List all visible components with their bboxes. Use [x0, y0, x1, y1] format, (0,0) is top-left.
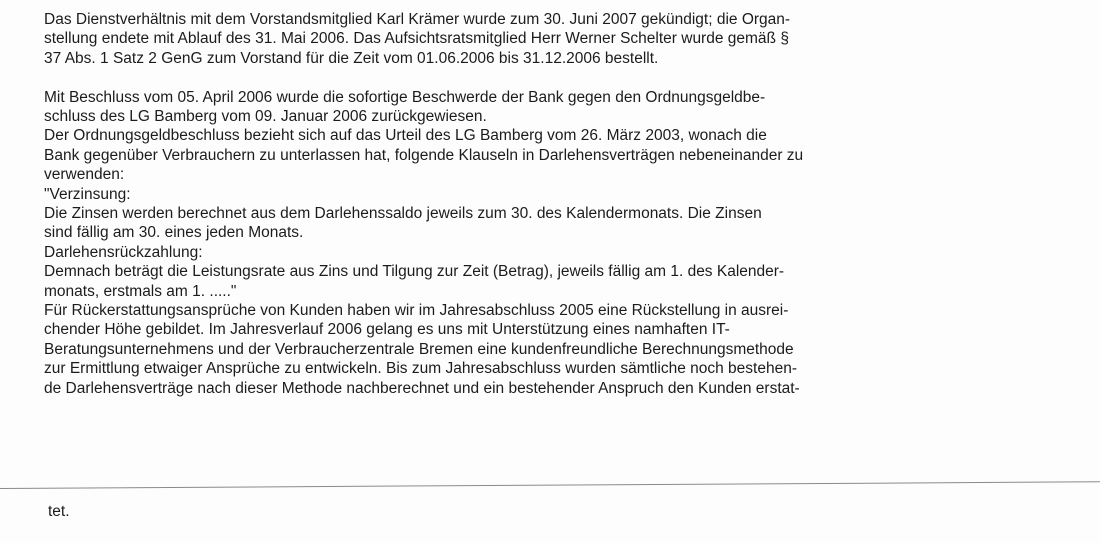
text-line: "Verzinsung:	[44, 185, 131, 203]
text-line: monats, erstmals am 1. ....."	[44, 282, 237, 300]
text-line: 37 Abs. 1 Satz 2 GenG zum Vorstand für die Zeit vom 01.06.2006 bis 31.12.2006 bestellt.	[44, 49, 659, 67]
text-line: Für Rückerstattungsansprüche von Kunden haben wir im Jahresabschluss 2005 eine Rückstellung in ausrei-	[44, 302, 789, 320]
text-line: zur Ermittlung etwaiger Ansprüche zu entwickeln. Bis zum Jahresabschluss wurden sämtliche noch bestehen-	[44, 360, 797, 378]
text-line: Der Ordnungsgeldbeschluss bezieht sich auf das Urteil des LG Bamberg vom 26. März 2003, wonach die	[44, 127, 767, 145]
document-text	[44, 10, 1044, 398]
text-line: stellung endete mit Ablauf des 31. Mai 2006. Das Aufsichtsratsmitglied Herr Werner Schelter wurde gemäß §	[44, 30, 789, 48]
text-line: sind fällig am 30. eines jeden Monats.	[44, 224, 304, 242]
text-line: schluss des LG Bamberg vom 09. Januar 2006 zurückgewiesen.	[44, 108, 487, 126]
text-line: Beratungsunternehmens und der Verbraucherzentrale Bremen eine kundenfreundliche Berechnungsmethode	[44, 340, 794, 358]
text-line: verwenden:	[44, 166, 125, 184]
text-line: chender Höhe gebildet. Im Jahresverlauf 2006 gelang es uns mit Unterstützung eines namhaften IT-	[44, 321, 730, 339]
text-line: Mit Beschluss vom 05. April 2006 wurde die sofortige Beschwerde der Bank gegen den Ordnungsgeldbe-	[44, 88, 766, 106]
text-line: Das Dienstverhältnis mit dem Vorstandsmitglied Karl Krämer wurde zum 30. Juni 2007 gekündigt; die Organ-	[44, 11, 791, 28]
text-line: Darlehensrückzahlung:	[44, 243, 203, 261]
text-line: Demnach beträgt die Leistungsrate aus Zins und Tilgung zur Zeit (Betrag), jeweils fällig am 1. des Kalender-	[44, 263, 785, 281]
paragraph-2	[44, 88, 1044, 399]
paragraph-gap	[44, 68, 1044, 87]
continuation-text: tet.	[48, 503, 70, 520]
text-line: de Darlehensverträge nach dieser Methode nachberechnet und ein bestehender Anspruch den Kunden erstat-	[44, 379, 800, 397]
page-divider	[0, 481, 1100, 489]
text-line: Die Zinsen werden berechnet aus dem Darlehenssaldo jeweils zum 30. des Kalendermonats. Die Zinsen	[44, 205, 762, 223]
text-line: Bank gegenüber Verbrauchern zu unterlassen hat, folgende Klauseln in Darlehensverträgen nebeneinander zu	[44, 146, 804, 164]
paragraph-1	[44, 10, 1044, 68]
